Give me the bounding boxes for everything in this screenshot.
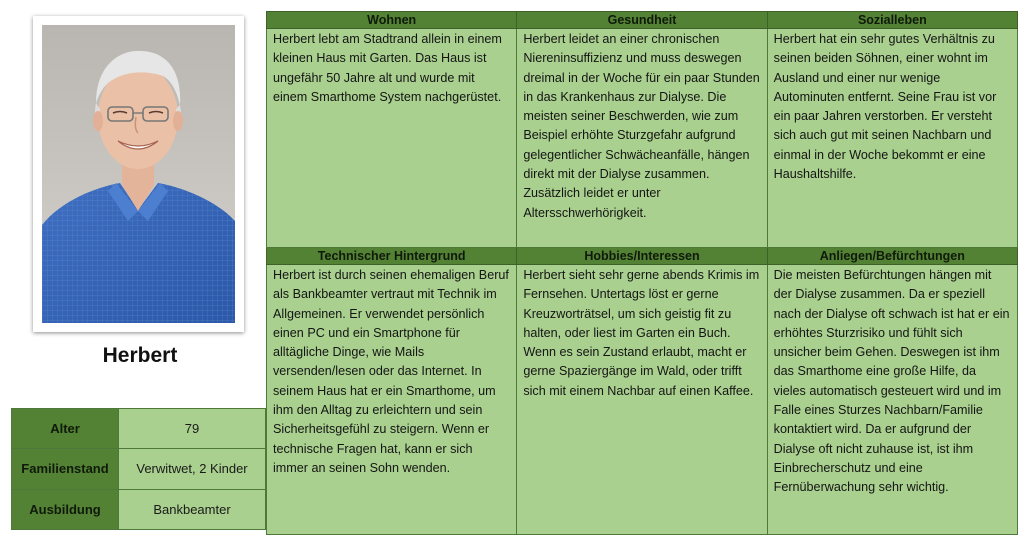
- section-text-anliegen: Die meisten Befürchtungen hängen mit der Dialyse zusammen. Da er speziell nach der Dialyse oft schwach ist hat er ein erhöhtes Sturzrisiko und fühlt sich unsicher beim Gehen. Deswegen ist ihm das Smarthome eine große Hilfe, da vieles automatisch gesteuert wird und im Falle eines Sturzes Nachbarn/Familie kontaktiert wird. Da er aufgrund der Dialyse oft nicht zuhause ist, ist ihm Einbrecherschutz und eine Fernüberwachung sehr wichtig.: [767, 265, 1017, 535]
- fact-row: [12, 449, 266, 489]
- fact-value: Bankbeamter: [119, 489, 266, 529]
- fact-value: 79: [119, 409, 266, 449]
- fact-value: Verwitwet, 2 Kinder: [119, 449, 266, 489]
- fact-row: [12, 489, 266, 529]
- portrait-photo: [42, 25, 235, 323]
- content-row: [267, 29, 1018, 248]
- section-text-technik: Herbert ist durch seinen ehemaligen Beruf als Bankbeamter vertraut mit Technik im Allgemeinen. Er verwendet persönlich einen PC und ein Smartphone für alltägliche Dinge, wie Mails versenden/lesen oder das Internet. In seinem Haus hat er ein Smarthome, um ihm den Alltag zu erleichtern und sein Sicherheitsgefühl zu steigern. Wenn er technische Fragen hat, kann er sich immer an seinen Sohn wenden.: [267, 265, 517, 535]
- header-row: [267, 248, 1018, 265]
- section-title-technik: Technischer Hintergrund: [267, 248, 517, 265]
- section-text-gesundheit: Herbert leidet an einer chronischen Niereninsuffizienz und muss deswegen dreimal in der Woche für ein paar Stunden in das Krankenhaus zur Dialyse. Die meisten seiner Beschwerden, wie zum Beispiel erhöhte Sturzgefahr aufgrund gelegentlicher Schwächeanfälle, hängen direkt mit der Dialyse zusammen. Zusätzlich leidet er unter Altersschwerhörigkeit.: [517, 29, 767, 248]
- header-row: [267, 12, 1018, 29]
- section-title-wohnen: Wohnen: [267, 12, 517, 29]
- section-title-anliegen: Anliegen/Befürchtungen: [767, 248, 1017, 265]
- portrait-frame: [33, 16, 244, 332]
- section-title-hobbies: Hobbies/Interessen: [517, 248, 767, 265]
- fact-label: Ausbildung: [12, 489, 119, 529]
- section-text-sozialleben: Herbert hat ein sehr gutes Verhältnis zu seinen beiden Söhnen, einer wohnt im Ausland und einer nur wenige Autominuten entfernt. Seine Frau ist vor ein paar Jahren verstorben. Er versteht sich auch gut mit seinen Nachbarn und einmal in der Woche bekommt er eine Haushaltshilfe.: [767, 29, 1017, 248]
- persona-grid: [266, 11, 1018, 535]
- section-title-gesundheit: Gesundheit: [517, 12, 767, 29]
- section-text-hobbies: Herbert sieht sehr gerne abends Krimis im Fernsehen. Untertags löst er gerne Kreuzworträtsel, um sich geistig fit zu halten, oder liest im Garten ein Buch. Wenn es sein Zustand erlaubt, macht er gerne Spaziergänge im Wald, oder trifft sich mit einem Nachbar auf einen Kaffee.: [517, 265, 767, 535]
- content-row: [267, 265, 1018, 535]
- section-text-wohnen: Herbert lebt am Stadtrand allein in einem kleinen Haus mit Garten. Das Haus ist ungefähr 50 Jahre alt und wurde mit einem Smarthome System nachgerüstet.: [267, 29, 517, 248]
- fact-label: Alter: [12, 409, 119, 449]
- fact-label: Familienstand: [12, 449, 119, 489]
- section-title-sozialleben: Sozialleben: [767, 12, 1017, 29]
- facts-table: [11, 408, 266, 530]
- fact-row: [12, 409, 266, 449]
- person-name: Herbert: [102, 344, 178, 367]
